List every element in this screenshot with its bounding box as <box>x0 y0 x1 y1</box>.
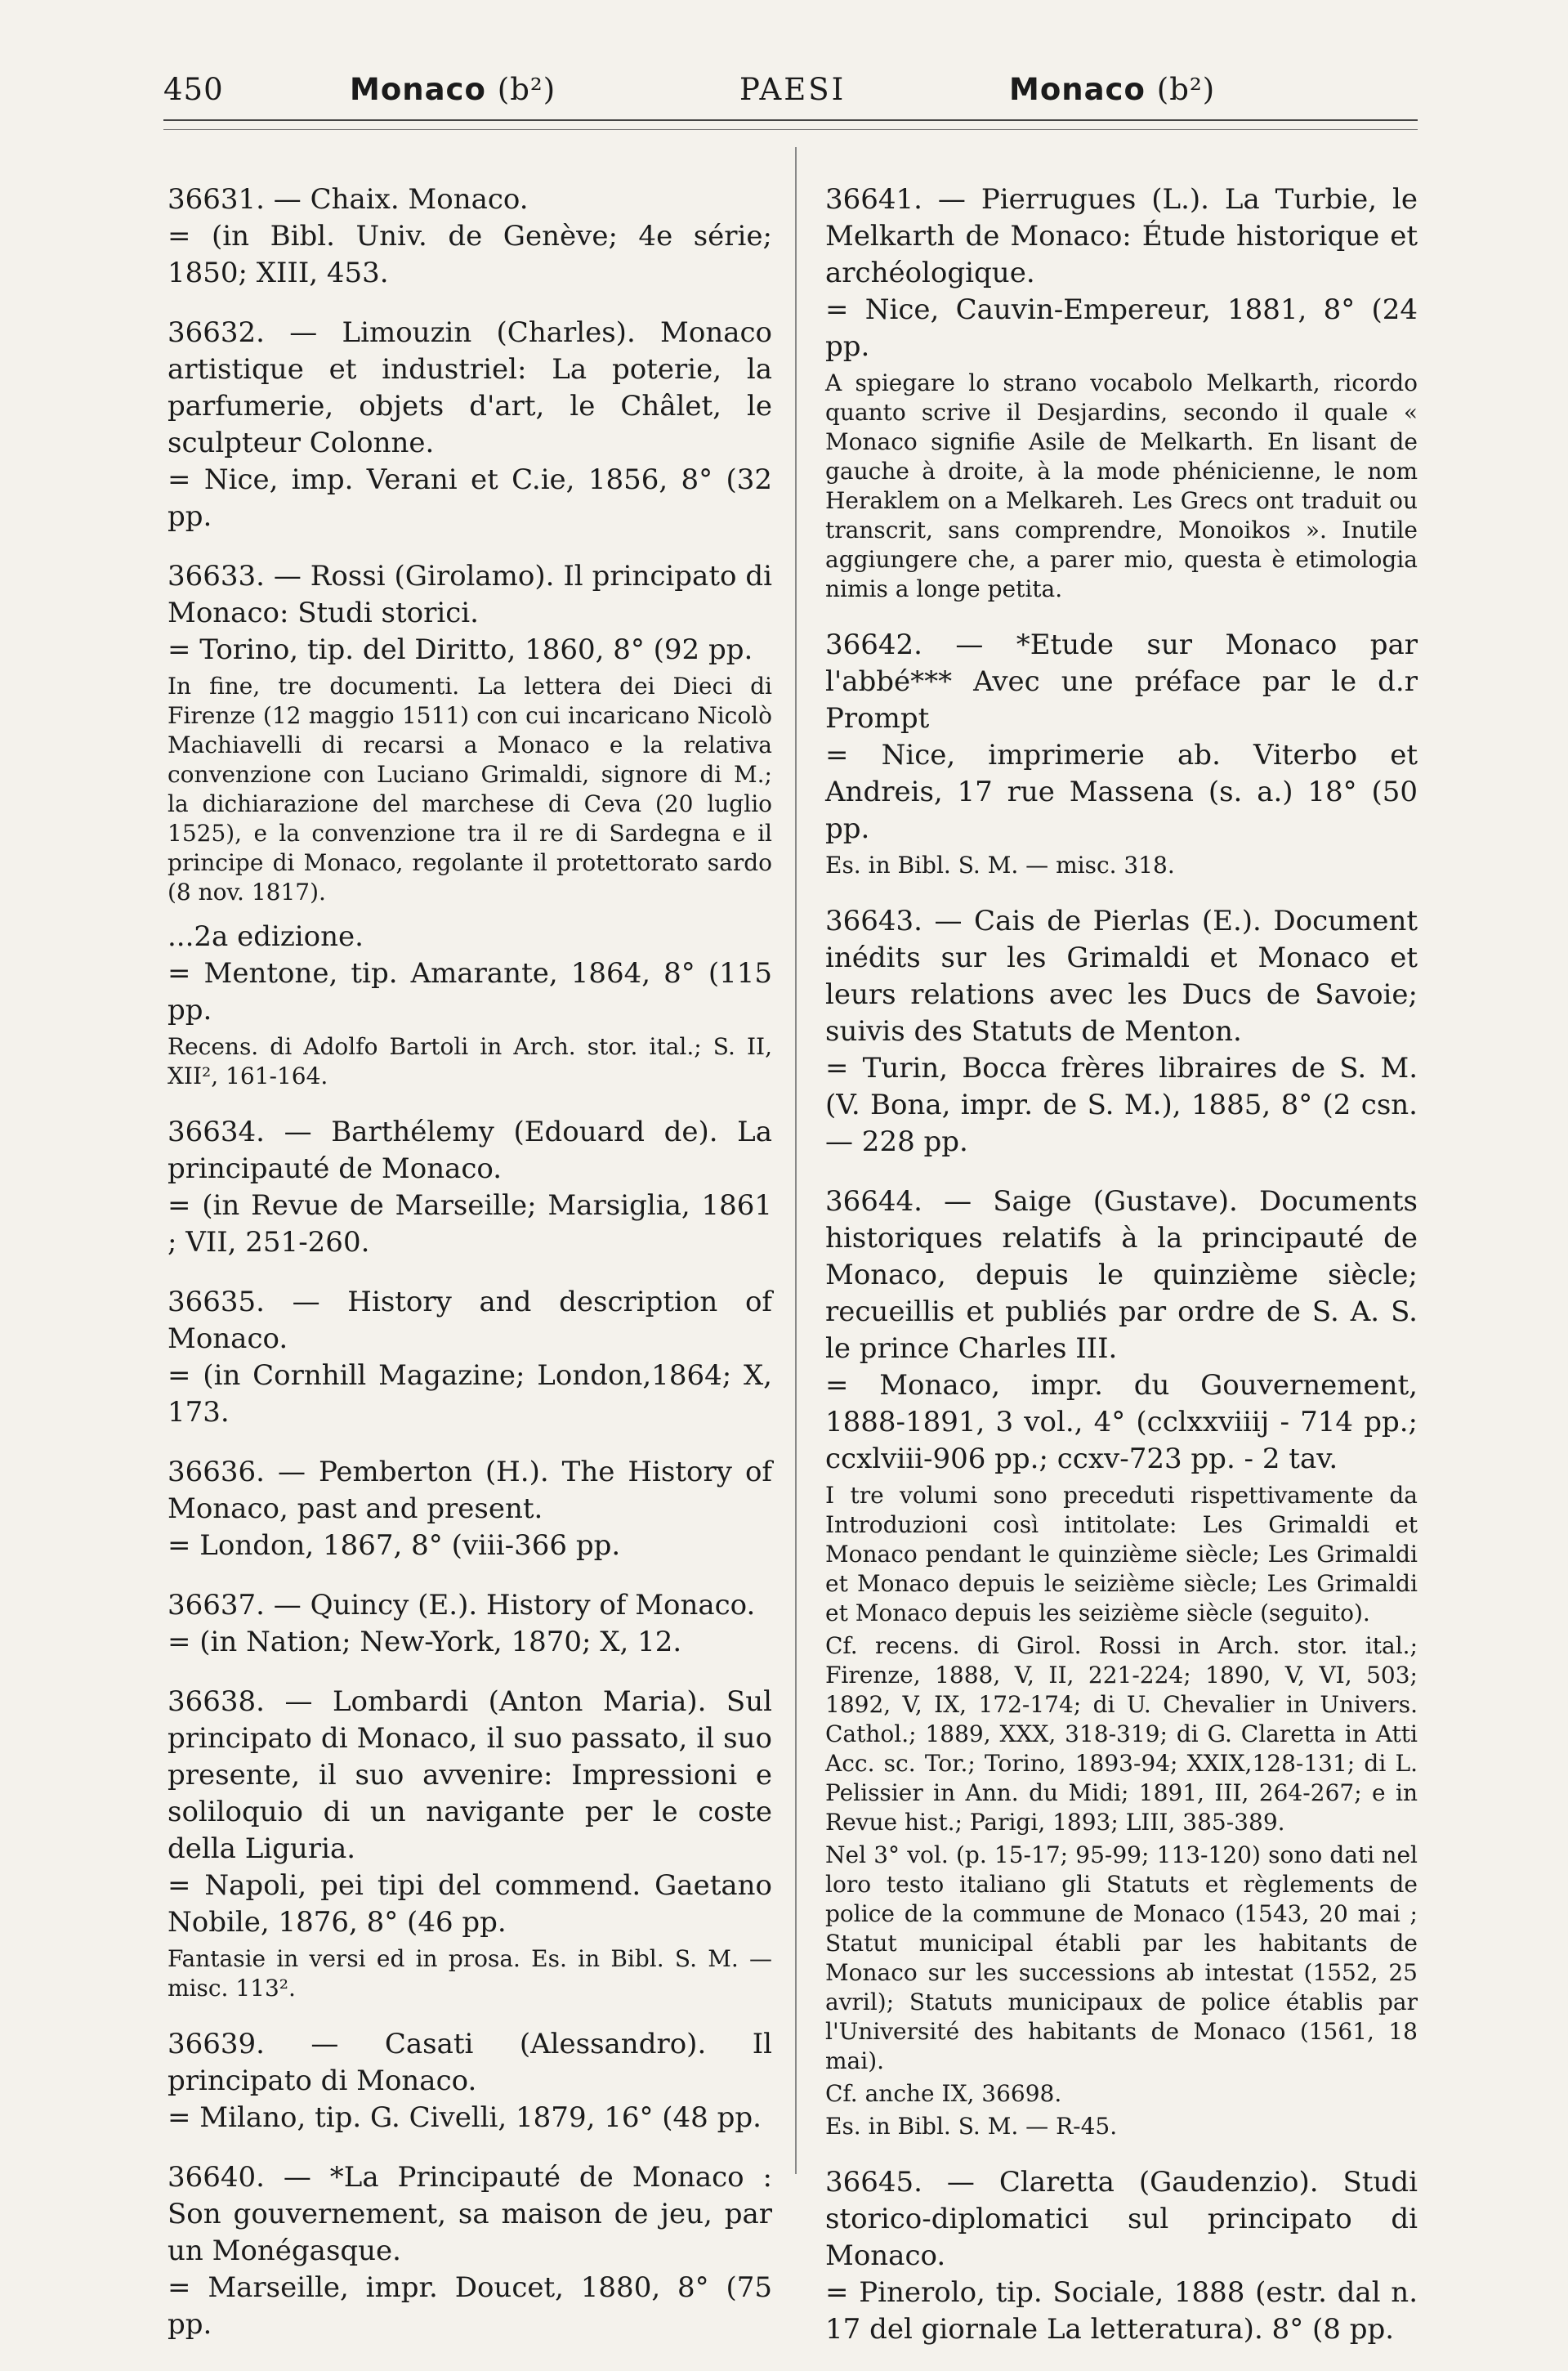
header-left-suffix: (b²) <box>497 72 556 107</box>
entry-note: I tre volumi sono preceduti rispettivamente da Introduzioni così intitolate: Les Grimaldi et Monaco pendant le quinzième siècle; Les Grimaldi et Monaco depuis le seizième siècle; Les Grimaldi et Monaco depuis les seizième siècle (seguito). <box>825 1482 1418 1626</box>
entry-note: Fantasie in versi ed in prosa. Es. in Bibl. S. M. — misc. 113². <box>168 1945 772 2002</box>
entry-edition: ...2a edizione. <box>168 920 364 953</box>
right-column <box>825 181 1418 2371</box>
entry-heading: 36643. — Cais de Pierlas (E.). Document inédits sur les Grimaldi et Monaco et leurs relations avec les Ducs de Savoie; suivis des Statuts de Menton. <box>825 905 1418 1048</box>
entry-imprint: = (in Nation; New-York, 1870; X, 12. <box>168 1626 682 1658</box>
entry-heading: 36637. — Quincy (E.). History of Monaco. <box>168 1589 756 1622</box>
entry-crossref-note: Cf. anche IX, 36698. <box>825 2080 1062 2107</box>
entry-imprint: = Torino, tip. del Diritto, 1860, 8° (92 pp. <box>168 633 753 666</box>
entry-heading: 36644. — Saige (Gustave). Documents historiques relatifs à la principauté de Monaco, depuis le quinzième siècle; recueillis et publiés par ordre de S. A. S. le prince Charles III. <box>825 1185 1418 1365</box>
entry-36631 <box>168 181 772 292</box>
entry-imprint: = Nice, Cauvin-Empereur, 1881, 8° (24 pp. <box>825 293 1418 363</box>
entry-heading: 36642. — *Etude sur Monaco par l'abbé*** Avec une préface par le d.r Prompt <box>825 629 1418 735</box>
entry-imprint: = Marseille, impr. Doucet, 1880, 8° (75 pp. <box>168 2271 772 2341</box>
entry-36632 <box>168 315 772 535</box>
entry-36634 <box>168 1114 772 1261</box>
header-left-title-text: Monaco <box>350 72 486 107</box>
entry-imprint: = Napoli, pei tipi del commend. Gaetano Nobile, 1876, 8° (46 pp. <box>168 1869 772 1939</box>
entry-36637 <box>168 1587 772 1661</box>
entry-36645 <box>825 2164 1418 2348</box>
entry-36641 <box>825 181 1418 604</box>
header-right-title <box>1009 72 1215 107</box>
entry-note: A spiegare lo strano vocabolo Melkarth, ricordo quanto scrive il Desjardins, secondo il quale « Monaco signifie Asile de Melkarth. En lisant de gauche à droite, à la mode phénicienne, le nom Heraklem on a Melkareh. Les Grecs ont traduit ou transcrit, sans comprendre, Monoikos ». Inutile aggiungere che, a parer mio, questa è etimologia nimis a longe petita. <box>825 369 1418 602</box>
entry-imprint: = (in Revue de Marseille; Marsiglia, 1861 ; VII, 251-260. <box>168 1189 772 1259</box>
entry-imprint: = (in Bibl. Univ. de Genève; 4e série; 1850; XIII, 453. <box>168 220 772 289</box>
entry-heading: 36645. — Claretta (Gaudenzio). Studi storico-diplomatici sul principato di Monaco. <box>825 2166 1418 2272</box>
entry-imprint: = Milano, tip. G. Civelli, 1879, 16° (48 pp. <box>168 2101 762 2134</box>
entry-36636 <box>168 1454 772 1564</box>
page-number: 450 <box>163 72 224 107</box>
entry-heading: 36633. — Rossi (Girolamo). Il principato di Monaco: Studi storici. <box>168 560 772 629</box>
entry-statutes-note: Nel 3° vol. (p. 15-17; 95-99; 113-120) sono dati nel loro testo italiano gli Statuts et règlements de police de la commune de Monaco (1543, 20 mai ; Statut municipal établi par les habitants de Monaco sur les successions ab intestat (1552, 25 avril); Statuts municipaux de police établis par l'Université des habitants de Monaco (1561, 18 mai). <box>825 1841 1418 2074</box>
header-right-suffix: (b²) <box>1156 72 1216 107</box>
entry-36638 <box>168 1684 772 2003</box>
running-header <box>163 64 1389 113</box>
entry-imprint: = Turin, Bocca frères libraires de S. M. (V. Bona, impr. de S. M.), 1885, 8° (2 csn. — 228 pp. <box>825 1052 1418 1158</box>
entry-note: In fine, tre documenti. La lettera dei Dieci di Firenze (12 maggio 1511) con cui incaricano Nicolò Machiavelli di recarsi a Monaco e la relativa convenzione con Luciano Grimaldi, signore di M.; la dichiarazione del marchese di Ceva (20 luglio 1525), e la convenzione tra il re di Sardegna e il principe di Monaco, regolante il protettorato sardo (8 nov. 1817). <box>168 673 772 906</box>
header-rule <box>163 119 1418 121</box>
entry-36644 <box>825 1183 1418 2141</box>
entry-note: Es. in Bibl. S. M. — misc. 318. <box>825 852 1175 879</box>
entry-imprint: = London, 1867, 8° (viii-366 pp. <box>168 1529 621 1562</box>
entry-review-note: Cf. recens. di Girol. Rossi in Arch. stor. ital.; Firenze, 1888, V, II, 221-224; 1890, V, VI, 503; 1892, V, IX, 172-174; di U. Chevalier in Univers. Cathol.; 1889, XXX, 318-319; di G. Claretta in Atti Acc. sc. Tor.; Torino, 1893-94; XXIX,128-131; di L. Pelissier in Ann. du Midi; 1891, III, 264-267; e in Revue hist.; Parigi, 1893; LIII, 385-389. <box>825 1632 1418 1836</box>
entry-heading: 36636. — Pemberton (H.). The History of Monaco, past and present. <box>168 1456 772 1525</box>
entry-heading: 36635. — History and description of Monaco. <box>168 1286 772 1355</box>
entry-imprint: = (in Cornhill Magazine; London,1864; X, 173. <box>168 1359 772 1429</box>
entry-heading: 36632. — Limouzin (Charles). Monaco artistique et industriel: La poterie, la parfumerie, objets d'art, le Châlet, le sculpteur Colonne. <box>168 316 772 459</box>
entry-heading: 36634. — Barthélemy (Edouard de). La principauté de Monaco. <box>168 1116 772 1185</box>
header-left-title <box>350 72 556 107</box>
entry-36643 <box>825 903 1418 1161</box>
entry-heading: 36641. — Pierrugues (L.). La Turbie, le Melkarth de Monaco: Étude historique et archéologique. <box>825 183 1418 289</box>
column-divider <box>795 147 797 2174</box>
entry-heading: 36631. — Chaix. Monaco. <box>168 183 529 216</box>
entry-imprint: = Nice, imprimerie ab. Viterbo et Andreis, 17 rue Massena (s. a.) 18° (50 pp. <box>825 739 1418 845</box>
entry-library-note: Es. in Bibl. S. M. — R-45. <box>825 2113 1118 2140</box>
entry-36642 <box>825 627 1418 880</box>
entry-review-note: Recens. di Adolfo Bartoli in Arch. stor. ital.; S. II, XII², 161-164. <box>168 1033 772 1089</box>
entry-imprint: = Monaco, impr. du Gouvernement, 1888-1891, 3 vol., 4° (cclxxviiij - 714 pp.; ccxlviii-906 pp.; ccxv-723 pp. - 2 tav. <box>825 1369 1418 1475</box>
entry-edition-imprint: = Mentone, tip. Amarante, 1864, 8° (115 pp. <box>168 957 772 1027</box>
header-center-title: PAESI <box>739 72 847 107</box>
entry-36640 <box>168 2159 772 2343</box>
entry-heading: 36640. — *La Principauté de Monaco : Son gouvernement, sa maison de jeu, par un Monégasque. <box>168 2161 772 2267</box>
entry-imprint: = Nice, imp. Verani et C.ie, 1856, 8° (32 pp. <box>168 463 772 533</box>
header-right-title-text: Monaco <box>1009 72 1146 107</box>
entry-36633 <box>168 558 772 1091</box>
entry-36639 <box>168 2026 772 2136</box>
header-rule-thin <box>163 129 1418 130</box>
entry-heading: 36638. — Lombardi (Anton Maria). Sul principato di Monaco, il suo passato, il suo presente, il suo avvenire: Impressioni e soliloquio di un navigante per le coste della Liguria. <box>168 1685 772 1865</box>
entry-heading: 36639. — Casati (Alessandro). Il principato di Monaco. <box>168 2028 772 2097</box>
left-column <box>168 181 772 2366</box>
entry-36635 <box>168 1284 772 1431</box>
entry-imprint: = Pinerolo, tip. Sociale, 1888 (estr. dal n. 17 del giornale La letteratura). 8° (8 pp. <box>825 2276 1418 2346</box>
